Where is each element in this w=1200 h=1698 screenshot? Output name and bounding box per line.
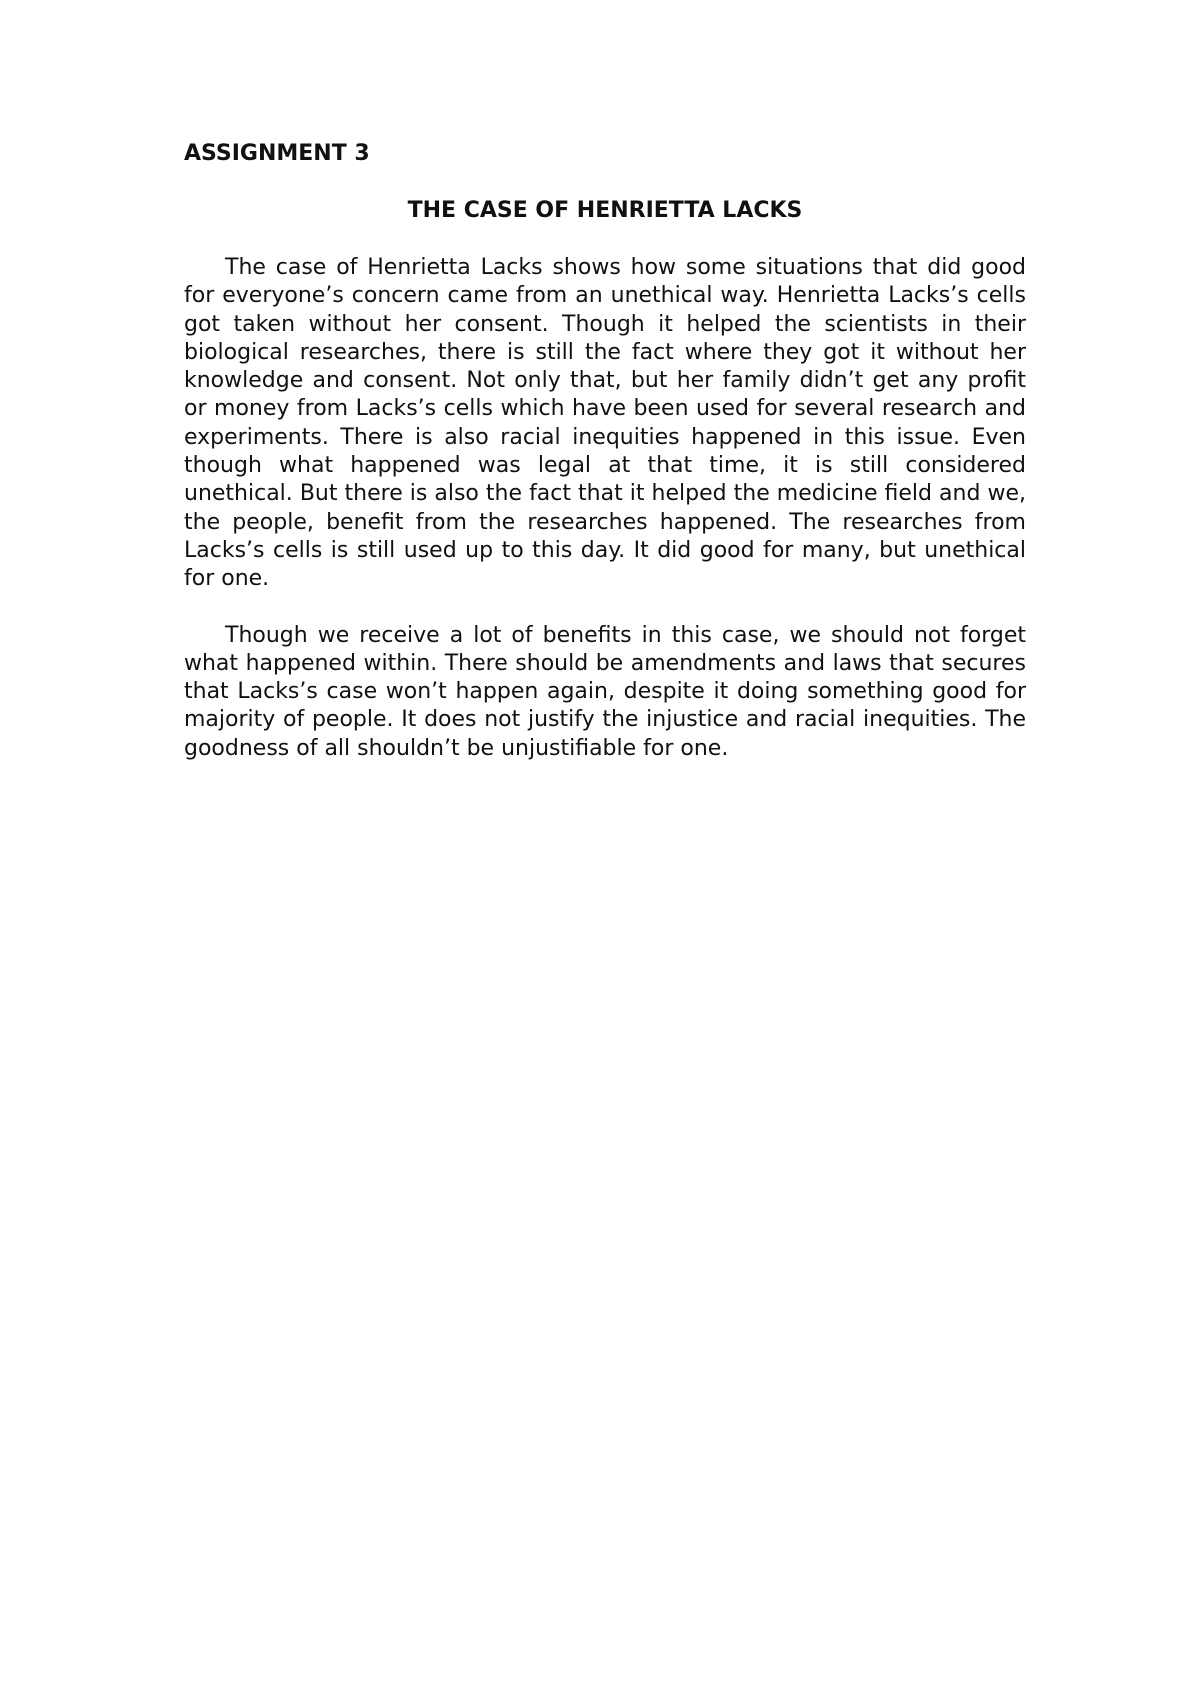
body-paragraph-1: The case of Henrietta Lacks shows how some situations that did good for everyone’s concern came from an unethical way. Henrietta Lacks’s cells got taken without her consent. Though it helped the scientists in their biological researches, there is still the fact where they got it without her knowledge and consent. Not only that, but her family didn’t get any profit or money from Lacks’s cells which have been used for several research and experiments. There is also racial inequities happened in this issue. Even though what happened was legal at that time, it is still considered unethical. But there is also the fact that it helped the medicine field and we, the people, benefit from the researches happened. The researches from Lacks’s cells is still used up to this day. It did good for many, but unethical for one. (184, 255, 1026, 592)
document-body (184, 140, 1026, 791)
document-title: THE CASE OF HENRIETTA LACKS (407, 198, 803, 223)
assignment-label: ASSIGNMENT 3 (184, 141, 370, 166)
body-paragraph-2: Though we receive a lot of benefits in this case, we should not forget what happened within. There should be amendments and laws that secures that Lacks’s case won’t happen again, despite it doing something good for majority of people. It does not justify the injustice and racial inequities. The goodness of all shouldn’t be unjustifiable for one. (184, 622, 1026, 761)
